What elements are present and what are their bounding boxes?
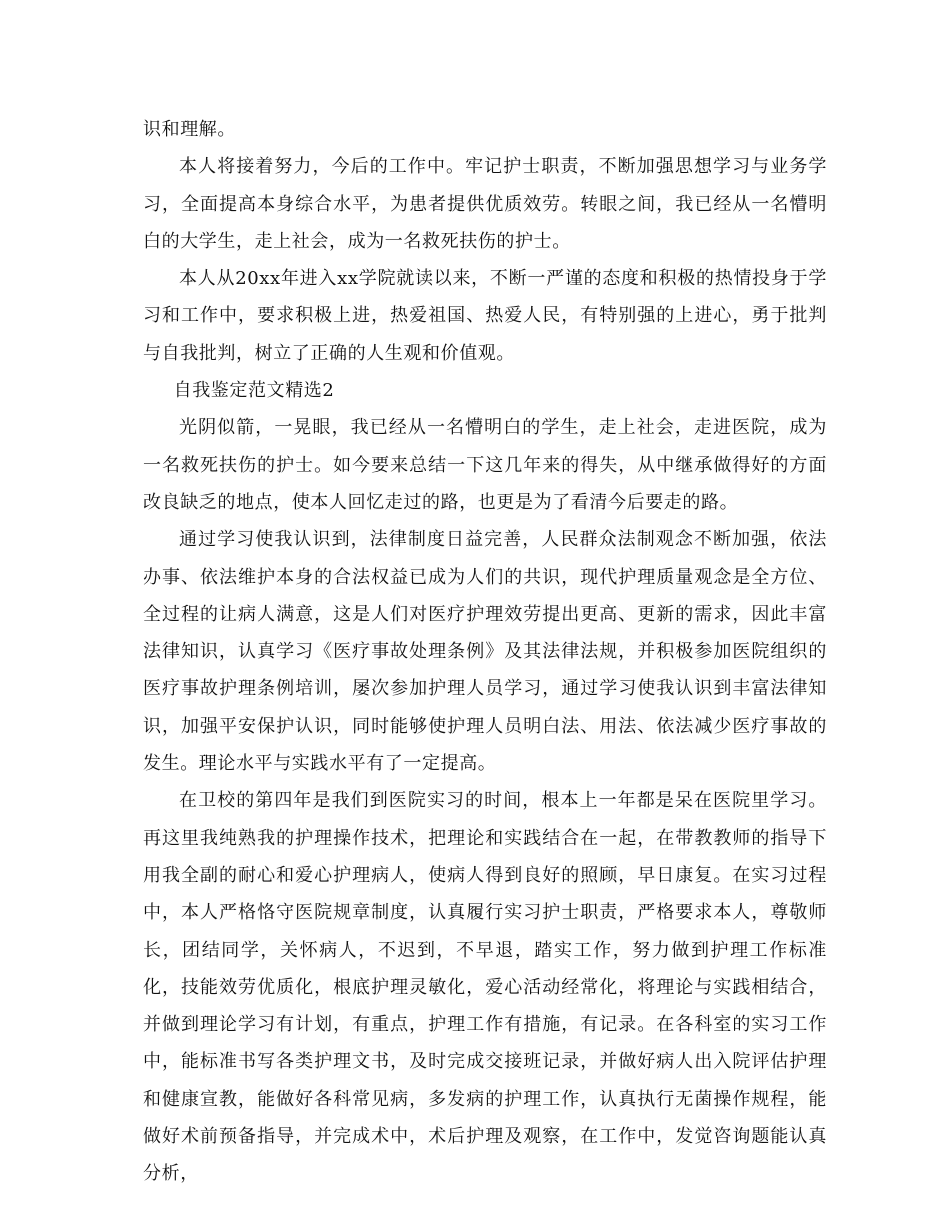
section-heading: 自我鉴定范文精选2 — [173, 380, 335, 402]
paragraph: 光阴似箭，一晃眼，我已经从一名懵明白的学生，走上社会，走进医院，成为一名救死扶伤的护士。如今要来总结一下这几年来的得失，从中继承做得好的方面改良缺乏的地点，使本人回忆走过的路，也更是为了看清今后要走的路。 — [143, 417, 827, 513]
paragraph: 本人将接着努力，今后的工作中。牢记护士职责，不断加强思想学习与业务学习，全面提高本身综合水平，为患者提供优质效劳。转眼之间，我已经从一名懵明白的大学生，走上社会，成为一名救死扶伤的护士。 — [143, 156, 827, 252]
paragraph-continuation: 识和理解。 — [143, 119, 236, 140]
paragraph: 在卫校的第四年是我们到医院实习的时间，根本上一年都是呆在医院里学习。再这里我纯熟我的护理操作技术，把理论和实践结合在一起，在带教教师的指导下用我全副的耐心和爱心护理病人，使病人得到良好的照顾，早日康复。在实习过程中，本人严格恪守医院规章制度，认真履行实习护士职责，严格要求本人，尊敬师长，团结同学，关怀病人，不迟到，不早退，踏实工作，努力做到护理工作标准化，技能效劳优质化，根底护理灵敏化，爱心活动经常化，将理论与实践相结合，并做到理论学习有计划，有重点，护理工作有措施，有记录。在各科室的实习工作中，能标准书写各类护理文书，及时完成交接班记录，并做好病人出入院评估护理和健康宣教，能做好各科常见病，多发病的护理工作，认真执行无菌操作规程，能做好术前预备指导，并完成术中，术后护理及观察，在工作中，发觉咨询题能认真分析， — [143, 790, 827, 1185]
paragraph: 本人从20xx年进入xx学院就读以来，不断一严谨的态度和积极的热情投身于学习和工作中，要求积极上进，热爱祖国、热爱人民，有特别强的上进心，勇于批判与自我批判，树立了正确的人生观和价值观。 — [143, 268, 827, 364]
paragraph: 通过学习使我认识到，法律制度日益完善，人民群众法制观念不断加强，依法办事、依法维护本身的合法权益已成为人们的共识，现代护理质量观念是全方位、全过程的让病人满意，这是人们对医疗护理效劳提出更高、更新的需求，因此丰富法律知识，认真学习《医疗事故处理条例》及其法律法规，并积极参加医院组织的医疗事故护理条例培训，屡次参加护理人员学习，通过学习使我认识到丰富法律知识，加强平安保护认识，同时能够使护理人员明白法、用法、依法减少医疗事故的发生。理论水平与实践水平有了一定提高。 — [143, 529, 827, 775]
document-body — [143, 111, 827, 1193]
